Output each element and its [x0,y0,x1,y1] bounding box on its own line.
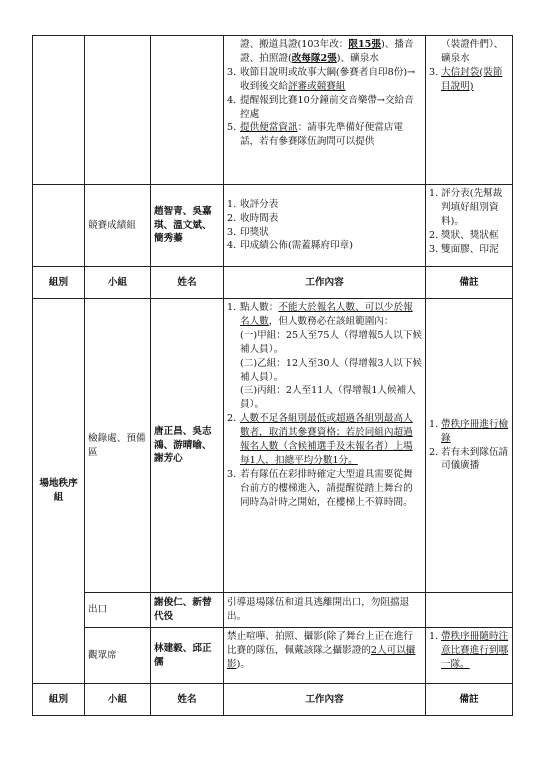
table-row [33,185,513,267]
names-cell: 林建毅、邱正儒 [151,628,224,684]
header-subgroup: 小組 [85,267,151,299]
text-run: （裝證件們）、礦泉水 [441,39,504,64]
names-cell: 謝俊仁、新替代役 [151,593,224,628]
list-item [429,418,509,446]
text-run: 若有隊伍在彩排時確定大型道具需要從舞台前方的樓梯進入，請提醒從踏上舞台的同時為計時之開始，在樓梯上不算時間。 [240,468,413,508]
table-row [33,628,513,684]
item-number: 3. [227,226,237,238]
list-item [227,38,422,66]
text-run: 大信封袋(裝節目說明) [441,66,503,92]
list-item [227,198,422,212]
item-number: 5. [227,122,237,134]
text-run: 提供便當資訊 [240,122,298,134]
work-content-cell [224,628,426,684]
text-run: ，但人數務必在該組範圍內： [268,315,394,327]
names-cell: 唐正昌、吳志鴻、游晴喻、謝芳心 [151,299,224,593]
text-run: 提醒報到比賽10分鐘前交音樂帶→交給音控處 [240,94,414,120]
note-list [429,38,509,94]
text-run: 證、搬道具證(103年改： [240,39,349,50]
text-run: )、播音證、拍照證( [240,39,414,64]
text-run: 印成績公佈(需蓋縣府印章) [240,240,354,252]
item-number: 4. [227,240,237,252]
note-cell [426,299,513,593]
text-run: 禁止喧嘩、拍照、攝影(除了舞台上正在進行比賽的隊伍，佩戴該隊之攝影證的 [227,631,414,656]
text-run: 不能大於報名人數、可以少於報名人數 [240,302,413,327]
item-number: 2. [429,446,439,458]
subgroup-cell [85,36,151,185]
text-run: 2人可以攝影 [227,644,416,670]
text-run: ：請事先準備好便當店電話，若有參賽隊伍詢問可以提供 [240,122,404,148]
header-content: 工作內容 [224,684,426,716]
group-cell: 場地秩序組 [33,299,85,684]
subgroup-cell: 出口 [85,593,151,628]
names-cell: 趙智青、吳嘉琪、溫文斌、簡秀蓁 [151,185,224,267]
text-run: 帶秩序冊進行檢錄 [441,418,509,444]
list-item: 3. 若有隊伍在彩排時確定大型道具需要從舞台前方的樓梯進入，請提醒從踏上舞台的同時為計時之開始，在樓梯上不算時間。 [227,468,413,508]
work-content-cell [224,299,426,593]
sub-item: (一)甲組：25人至75人（得增報5人以下候補人員）。 [240,329,422,355]
list-item [227,94,422,122]
work-content-list [227,198,422,254]
item-number: 1. [429,418,439,430]
header-note: 備註 [426,684,513,716]
list-item [227,212,422,226]
header-name: 姓名 [151,267,224,299]
sub-item: (二)乙組：12人至30人（得增報3人以下候補人員）。 [240,357,422,383]
list-item [429,66,509,94]
list-item [227,239,422,253]
note-cell [426,185,513,267]
text-run: 評審或競賽組 [287,80,346,92]
item-number: 1. [429,631,439,642]
sub-list [240,329,422,412]
header-group: 組別 [33,267,85,299]
text-run: 印獎狀 [240,226,269,238]
text-run: 限15張 [348,39,381,50]
work-content-cell [224,36,426,185]
list-item [429,243,509,257]
list-item: 1. 點人數：不能大於報名人數、可以少於報名人數，但人數務必在該組範圍內： (一)甲組：25人至75人（得增報5人以下候補人員）。 (二)乙組：12人至30人（得增報3人以下候補人員）。 (三)丙組：2人至11人（得增報1人候補人員）。 [227,302,422,411]
header-content: 工作內容 [224,267,426,299]
text-run: 改每隊2張 [291,52,337,64]
header-note: 備註 [426,267,513,299]
header-subgroup: 小組 [85,684,151,716]
header-row [33,684,513,716]
list-item [227,66,422,94]
header-row [33,267,513,299]
item-number: 2. [429,229,439,241]
work-content-list [227,38,422,149]
text-run: )、礦泉水 [336,52,379,64]
item-number: 3. [429,66,439,78]
subgroup-cell: 觀眾席 [85,628,151,684]
text-run: 評分表(先幫裁判填好組別資料)。 [441,188,503,227]
text-run: 獎狀、獎狀框 [441,229,499,241]
item-number: 4. [227,94,237,106]
sub-item: (三)丙組：2人至11人（得增報1人候補人員）。 [240,385,416,411]
list-item [429,446,509,474]
subgroup-cell: 檢錄處、預備區 [85,299,151,593]
note-cell [426,628,513,684]
note-list [429,630,509,672]
text-run: 收評分表 [240,198,279,210]
list-item [227,226,422,240]
note-list [429,187,509,257]
text-run: 若有未到隊伍請司儀廣播 [441,446,509,472]
note-cell [426,36,513,185]
text-run: 雙面膠、印泥 [441,243,499,255]
item-number: 1. [429,188,439,199]
header-group: 組別 [33,684,85,716]
item-number: 1. [227,198,237,210]
list-item [429,38,509,66]
list-item [227,121,422,149]
work-content-cell: 引導退場隊伍和道具逃離開出口，勿阻擋退出。 [224,593,426,628]
group-cell [33,185,85,267]
item-number: 3. [227,66,237,78]
header-name: 姓名 [151,684,224,716]
group-cell [33,36,85,185]
text-run: 收時間表 [240,212,279,224]
list-item [429,187,509,229]
text-run: 人數不足各組別最低或超過各組別最高人數者，取消其參賽資格；若於同組內超過報名人數（含候補選手及未報名者）上場每1人，扣總平均分數1分。 [240,413,413,466]
note-cell [426,593,513,628]
list-item [429,229,509,243]
table-row [33,36,513,185]
subgroup-cell: 競賽成績組 [85,185,151,267]
text-run: )。 [236,658,250,670]
text-run: 收節目說明或故事大綱(參賽者自印8份)→收到後交給 [240,66,416,92]
text-run: 點人數： [240,302,279,313]
note-list [429,418,509,474]
table-row [33,299,513,593]
table-row [33,593,513,628]
work-content-cell [224,185,426,267]
item-number: 2. [227,212,237,224]
work-content-list [227,301,422,510]
names-cell [151,36,224,185]
list-item: 2. 人數不足各組別最低或超過各組別最高人數者，取消其參賽資格；若於同組內超過報名人數（含候補選手及未報名者）上場每1人，扣總平均分數1分。 [227,413,413,466]
list-item [429,630,509,672]
text-run: 帶秩序冊隨時注意比賽進行到哪一隊。 [441,631,509,670]
work-assignment-table [32,35,513,716]
item-number: 3. [429,243,439,255]
